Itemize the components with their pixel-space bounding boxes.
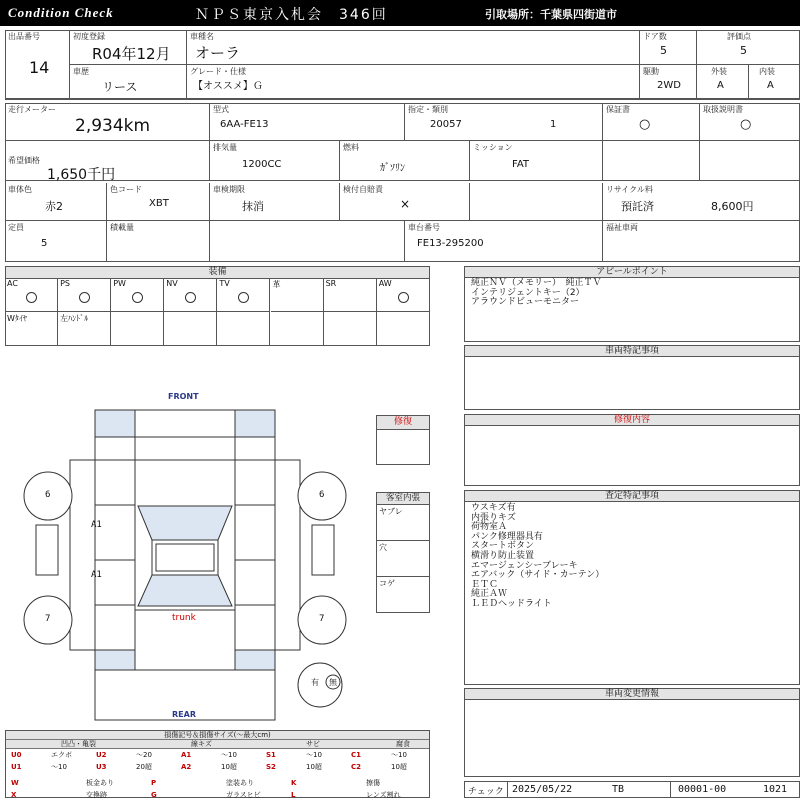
interior-value: A — [767, 80, 774, 91]
inspection-notes-panel — [464, 490, 800, 685]
auction-title: ＮＰＳ東京入札会 346回 — [195, 7, 388, 23]
model-name-label: 車種名 — [190, 32, 214, 41]
legend-group-dent: 凹凸・亀裂 — [61, 740, 96, 748]
legend-group-rust: サビ — [306, 740, 320, 748]
spare-tire-yes: 有 — [311, 678, 319, 687]
vehicle-changes-title: 車両変更情報 — [465, 689, 799, 700]
rating-label: 評価点 — [727, 32, 751, 41]
model-code-value: 6AA-FE13 — [220, 119, 269, 130]
legend-description: 20超 — [136, 763, 152, 771]
equipment-label: PS — [60, 279, 70, 288]
check-label: チェック — [468, 787, 504, 797]
inspection-note-line: 横滑り防止装置 — [471, 550, 535, 561]
repair-box-title: 修復 — [377, 416, 429, 430]
color-code-label: 色コード — [110, 185, 142, 194]
equipment-cell-AC — [5, 278, 58, 312]
drive-cell — [640, 65, 697, 99]
equipment-present-mark — [79, 292, 90, 303]
legend-description: 10超 — [391, 763, 407, 771]
chassis-cell — [405, 221, 603, 261]
legend-code: G — [151, 791, 157, 799]
equipment-present-mark — [398, 292, 409, 303]
legend-description: レンズ割れ — [366, 791, 401, 799]
first-registration-cell — [70, 30, 187, 65]
inspection-notes-title: 査定特記事項 — [465, 491, 799, 502]
rear-label: REAR — [172, 710, 196, 719]
appeal-points-lines — [465, 278, 799, 309]
front-left-corner — [95, 410, 135, 437]
legend-code: A2 — [181, 763, 192, 771]
fuel-cell — [340, 141, 470, 181]
interior-label: 内装 — [759, 67, 775, 76]
displacement-cell — [210, 141, 340, 181]
designation-value-1: 20057 — [430, 119, 462, 130]
equipment-present-mark — [238, 292, 249, 303]
cabin-hole: 穴 — [377, 541, 429, 577]
legend-description: 板金あり — [86, 779, 114, 787]
equipment-label: PW — [113, 279, 126, 288]
legend-group-scratch: 線キズ — [191, 740, 212, 748]
inspection-note-line: ウスキズ有 — [471, 503, 516, 513]
footer-bar — [464, 781, 800, 798]
legend-code: K — [291, 779, 297, 787]
cabin-interior-title: 客室内張 — [377, 493, 429, 505]
footer-number: 1021 — [763, 784, 788, 795]
liability-label: 検付自賠責 — [343, 185, 383, 194]
inspection-note-line: エアバック（サイド・カーテン） — [471, 570, 605, 581]
equipment-cell-TV — [217, 278, 270, 312]
welfare-cell — [603, 221, 800, 261]
grade-cell — [187, 65, 640, 99]
first-registration-value: R04年12月 — [92, 45, 171, 63]
desired-price-cell — [5, 141, 210, 181]
legend-group-corrosion: 腐食 — [396, 740, 410, 748]
warranty-label: 保証書 — [606, 105, 630, 114]
manual-value: ○ — [740, 117, 752, 132]
equipment-cell-PW — [111, 278, 164, 312]
blank-cell-a — [603, 141, 700, 181]
spare-tire-no: 無 — [329, 678, 337, 687]
legend-description: 交換跡 — [86, 791, 107, 799]
body-color-label: 車体色 — [8, 185, 32, 194]
inspection-note-line: ＬＥＤヘッドライト — [471, 598, 552, 609]
recycle-label: リサイクル料 — [606, 185, 653, 194]
desired-price-value: 1,650千円 — [47, 167, 116, 183]
equipment-present-mark — [26, 292, 37, 303]
header-bar — [0, 0, 800, 26]
exterior-value: A — [717, 80, 724, 91]
inspection-note-line: ＥＴＣ — [471, 579, 499, 590]
history-label: 車歴 — [73, 67, 89, 76]
legend-code: U0 — [11, 751, 22, 759]
equipment-label: SR — [325, 279, 337, 288]
designation-value-2: 1 — [550, 119, 557, 130]
recycle-cell — [603, 183, 800, 221]
equipment-header: 装備 — [5, 266, 430, 279]
recycle-status: 預託済 — [621, 200, 654, 213]
legend-description: ガラスヒビ — [226, 791, 261, 799]
left-side-panel — [70, 460, 95, 650]
equipment-cell-row2-1 — [58, 312, 111, 346]
roof-inner — [156, 544, 214, 571]
equipment-label: Wﾀｲﾔ — [7, 314, 27, 323]
manual-label: 取扱説明書 — [703, 105, 743, 114]
equipment-cell-row2-2 — [111, 312, 164, 346]
grade-label: グレード・仕様 — [190, 67, 246, 76]
legend-code: U2 — [96, 751, 107, 759]
equipment-label: 革 — [272, 280, 281, 289]
first-registration-label: 初度登録 — [73, 32, 105, 41]
warranty-cell — [603, 103, 700, 141]
rear-window — [138, 575, 232, 606]
inspection-label: 車検期限 — [213, 185, 245, 194]
legend-description: 〜10 — [51, 763, 67, 771]
body-color-cell — [5, 183, 107, 221]
legend-description: エクボ — [51, 751, 72, 759]
legend-title: 損傷記号＆損傷サイズ(〜最大cm) — [6, 731, 429, 740]
legend-code: S1 — [266, 751, 276, 759]
fuel-label: 燃料 — [343, 143, 359, 152]
capacity-cell — [5, 221, 107, 261]
load-label: 積載量 — [110, 223, 134, 232]
model-name-cell — [187, 30, 640, 65]
equipment-label: AW — [378, 279, 392, 288]
grade-value: 【オススメ】Ｇ — [193, 81, 263, 92]
equipment-label: NV — [166, 279, 178, 288]
equipment-cell-row2-4 — [217, 312, 270, 346]
legend-description: 〜10 — [391, 751, 407, 759]
pickup-location: 引取場所：千葉県四街道市 — [485, 8, 617, 21]
mission-value: FAT — [512, 159, 530, 170]
legend-description: 〜10 — [306, 751, 322, 759]
lot-number-cell — [5, 30, 70, 99]
check-date: 2025/05/22 — [512, 784, 573, 795]
exterior-cell — [697, 65, 749, 99]
displacement-label: 排気量 — [213, 143, 237, 152]
legend-description: 擦傷 — [366, 779, 380, 787]
tire-front-right-value: 6 — [319, 490, 325, 500]
history-cell — [70, 65, 187, 99]
equipment-cell-AW — [377, 278, 430, 312]
equipment-cell-NV — [164, 278, 217, 312]
doors-value: 5 — [660, 44, 667, 57]
damage-mark-left-front-door: A1 — [91, 520, 102, 530]
equipment-cell-row2-5 — [271, 312, 324, 346]
car-body-outline — [95, 410, 275, 720]
model-name-value: オーラ — [195, 44, 241, 62]
inspection-notes-lines — [465, 502, 799, 612]
appeal-point-line: アラウンドビューモニター — [471, 297, 580, 308]
legend-code: U1 — [11, 763, 22, 771]
tire-front-left-value: 6 — [45, 490, 51, 500]
fuel-value: ｶﾞｿﾘﾝ — [380, 163, 405, 174]
manual-cell — [700, 103, 800, 141]
legend-code: C2 — [351, 763, 362, 771]
cabin-burn: コゲ — [379, 579, 395, 588]
inspection-value: 抹消 — [242, 200, 264, 213]
mission-label: ミッション — [473, 143, 513, 152]
designation-cell — [405, 103, 603, 141]
equipment-label: 左ﾊﾝﾄﾞﾙ — [60, 314, 89, 323]
damage-legend — [5, 730, 430, 798]
appeal-points-panel — [464, 266, 800, 342]
tire-rear-left-value: 7 — [45, 614, 51, 624]
equipment-present-mark — [185, 292, 196, 303]
legend-code: S2 — [266, 763, 276, 771]
cabin-tear: ヤブレ — [377, 505, 429, 541]
repair-box — [376, 415, 430, 465]
drive-value: 2WD — [657, 80, 681, 91]
designation-label: 指定・類別 — [408, 105, 448, 114]
appeal-point-line: 純正ＮＶ（メモリー） 純正ＴＶ — [471, 278, 602, 288]
footer-code: 00001-00 — [678, 784, 727, 795]
drive-label: 駆動 — [643, 67, 659, 76]
inspection-note-line: 内張りキズ — [471, 512, 516, 523]
welfare-label: 福祉車両 — [606, 223, 638, 232]
doors-label: ドア数 — [643, 32, 667, 41]
front-bumper — [135, 410, 235, 437]
chassis-value: FE13-295200 — [417, 238, 484, 249]
equipment-cell-革 — [271, 278, 324, 312]
rating-value: 5 — [740, 44, 747, 57]
legend-code: C1 — [351, 751, 362, 759]
legend-code: A1 — [181, 751, 192, 759]
inspection-note-line: エマージェンシーブレーキ — [471, 560, 578, 571]
capacity-label: 定員 — [8, 223, 24, 232]
model-code-label: 型式 — [213, 105, 229, 114]
roof — [152, 540, 218, 575]
mileage-cell — [5, 103, 210, 141]
equipment-cell-PS — [58, 278, 111, 312]
left-mirror — [36, 525, 58, 575]
blank-cell-d — [210, 221, 405, 261]
legend-group-row — [6, 740, 429, 749]
rear-right-corner — [235, 650, 275, 670]
capacity-value: 5 — [41, 238, 48, 249]
equipment-cell-row2-0 — [5, 312, 58, 346]
history-value: リース — [102, 80, 138, 94]
rating-cell — [697, 30, 800, 65]
condition-check-title: Condition Check — [8, 5, 114, 20]
equipment-label: TV — [219, 279, 230, 288]
blank-cell-b — [700, 141, 800, 181]
vehicle-special-notes-panel — [464, 345, 800, 410]
trunk-label: trunk — [172, 613, 196, 623]
right-side-panel — [275, 460, 300, 650]
vehicle-special-notes-title: 車両特記事項 — [465, 346, 799, 357]
load-cell — [107, 221, 210, 261]
mileage-label: 走行メーター — [8, 105, 56, 114]
color-code-value: XBT — [149, 198, 169, 209]
repair-details-title: 修復内容 — [465, 415, 799, 426]
lot-number-label: 出品番号 — [8, 32, 40, 41]
chassis-label: 車台番号 — [408, 223, 440, 232]
legend-description: 10超 — [221, 763, 237, 771]
legend-description: 〜20 — [136, 751, 152, 759]
equipment-cell-row2-3 — [164, 312, 217, 346]
color-code-cell — [107, 183, 210, 221]
tire-rear-right-value: 7 — [319, 614, 325, 624]
hood-top — [95, 437, 275, 460]
repair-details-panel — [464, 414, 800, 486]
appeal-points-title: アピールポイント — [465, 267, 799, 278]
doors-cell — [640, 30, 697, 65]
body-color-value: 赤2 — [45, 200, 63, 213]
inspection-note-line: 純正ＡＷ — [471, 589, 508, 600]
legend-code: U3 — [96, 763, 107, 771]
mission-cell — [470, 141, 603, 181]
legend-code: L — [291, 791, 296, 799]
displacement-value: 1200CC — [242, 159, 282, 170]
checker-code: TB — [612, 784, 625, 795]
equipment-label: AC — [7, 279, 18, 288]
warranty-value: ○ — [639, 117, 651, 132]
model-code-cell — [210, 103, 405, 141]
vehicle-changes-panel — [464, 688, 800, 777]
equipment-cell-row2-6 — [324, 312, 377, 346]
exterior-label: 外装 — [711, 67, 727, 76]
front-right-corner — [235, 410, 275, 437]
desired-price-label: 希望価格 — [8, 156, 40, 165]
windshield — [138, 506, 232, 540]
legend-description: 10超 — [306, 763, 322, 771]
appeal-point-line: インテリジェントキー（2） — [471, 287, 585, 298]
front-label: FRONT — [168, 392, 199, 401]
right-mirror — [312, 525, 334, 575]
cabin-interior-box — [376, 492, 430, 613]
damage-mark-left-rear-door: A1 — [91, 570, 102, 580]
legend-description: 塗装あり — [226, 779, 254, 787]
liability-cell — [340, 183, 470, 221]
inspection-note-line: スタートボタン — [471, 541, 535, 552]
legend-code: P — [151, 779, 157, 787]
legend-code: W — [11, 779, 19, 787]
mileage-value: 2,934km — [75, 116, 151, 136]
legend-code: X — [11, 791, 17, 799]
liability-value: × — [400, 197, 411, 211]
recycle-value: 8,600円 — [711, 200, 754, 213]
interior-cell — [749, 65, 800, 99]
equipment-cell-SR — [324, 278, 377, 312]
inspection-cell — [210, 183, 340, 221]
rear-left-corner — [95, 650, 135, 670]
legend-description: 〜10 — [221, 751, 237, 759]
equipment-present-mark — [132, 292, 143, 303]
blank-cell-c — [470, 183, 603, 221]
lot-number-value: 14 — [29, 58, 50, 77]
inspection-note-line: パンク修理器具有 — [471, 531, 543, 542]
inspection-note-line: 荷物室Ａ — [471, 522, 508, 533]
